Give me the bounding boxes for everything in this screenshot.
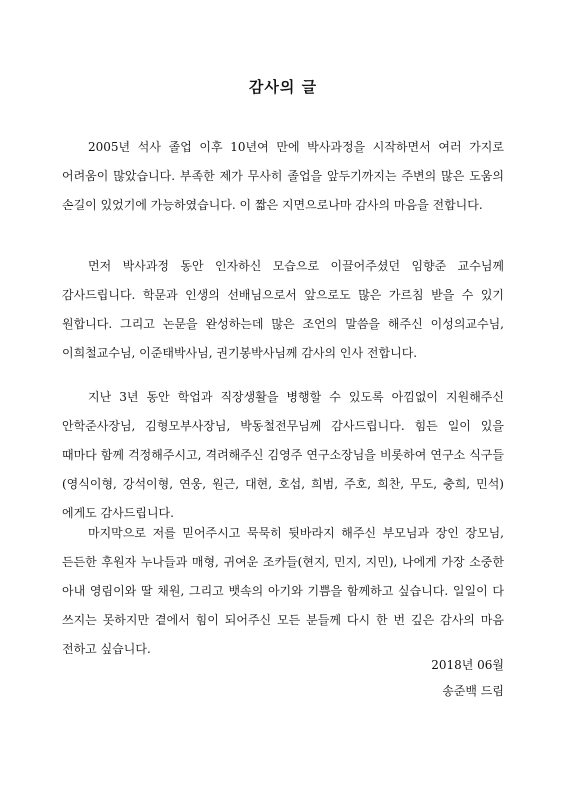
paragraph-intro: 2005년 석사 졸업 이후 10년여 만에 박사과정을 시작하면서 여러 가지로 어려움이 많았습니다. 부족한 제가 무사히 졸업을 앞두기까지는 주변의 많은 도움의 손길이 있었기에 가능하였습니다. 이 짧은 지면으로나마 감사의 마음을 전합니다. (62, 140, 504, 212)
signature-line: 송준백 드림 (442, 684, 504, 698)
paragraph-company: 지난 3년 동안 학업과 직장생활을 병행할 수 있도록 아낌없이 지원해주신 안학준사장님, 김형모부사장님, 박동철전무님께 감사드립니다. 힘든 일이 있을 때마다 함께 걱정해주시고, 격려해주신 김영주 연구소장님을 비롯하여 연구소 식구들(영식이형, 강석이형, 연웅, 원근, 대현, 호섭, 희범, 주호, 희찬, 무도, 충희, 민석)에게도 감사드립니다. (62, 390, 504, 520)
paragraph-professors: 먼저 박사과정 동안 인자하신 모습으로 이끌어주셨던 임향준 교수님께 감사드립니다. 학문과 인생의 선배님으로서 앞으로도 많은 가르침 받을 수 있기 원합니다. 그리고 논문을 완성하는데 많은 조언의 말씀을 해주신 이성의교수님, 이희철교수님, 이준태박사님, 권기봉박사님께 감사의 인사 전합니다. (62, 259, 504, 360)
date-line: 2018년 06월 (431, 658, 504, 672)
paragraph-family: 마지막으로 저를 믿어주시고 묵묵히 뒷바라지 해주신 부모님과 장인 장모님, 든든한 후원자 누나들과 매형, 귀여운 조카들(현지, 민지, 지민), 나에게 가장 소중한 아내 영림이와 딸 채원, 그리고 뱃속의 아기와 기쁨을 함께하고 싶습니다. 일일이 다 쓰지는 못하지만 곁에서 힘이 되어주신 모든 분들께 다시 한 번 깊은 감사의 마음 전하고 싶습니다. (62, 526, 504, 656)
page-title: 감사의 글 (248, 78, 318, 96)
